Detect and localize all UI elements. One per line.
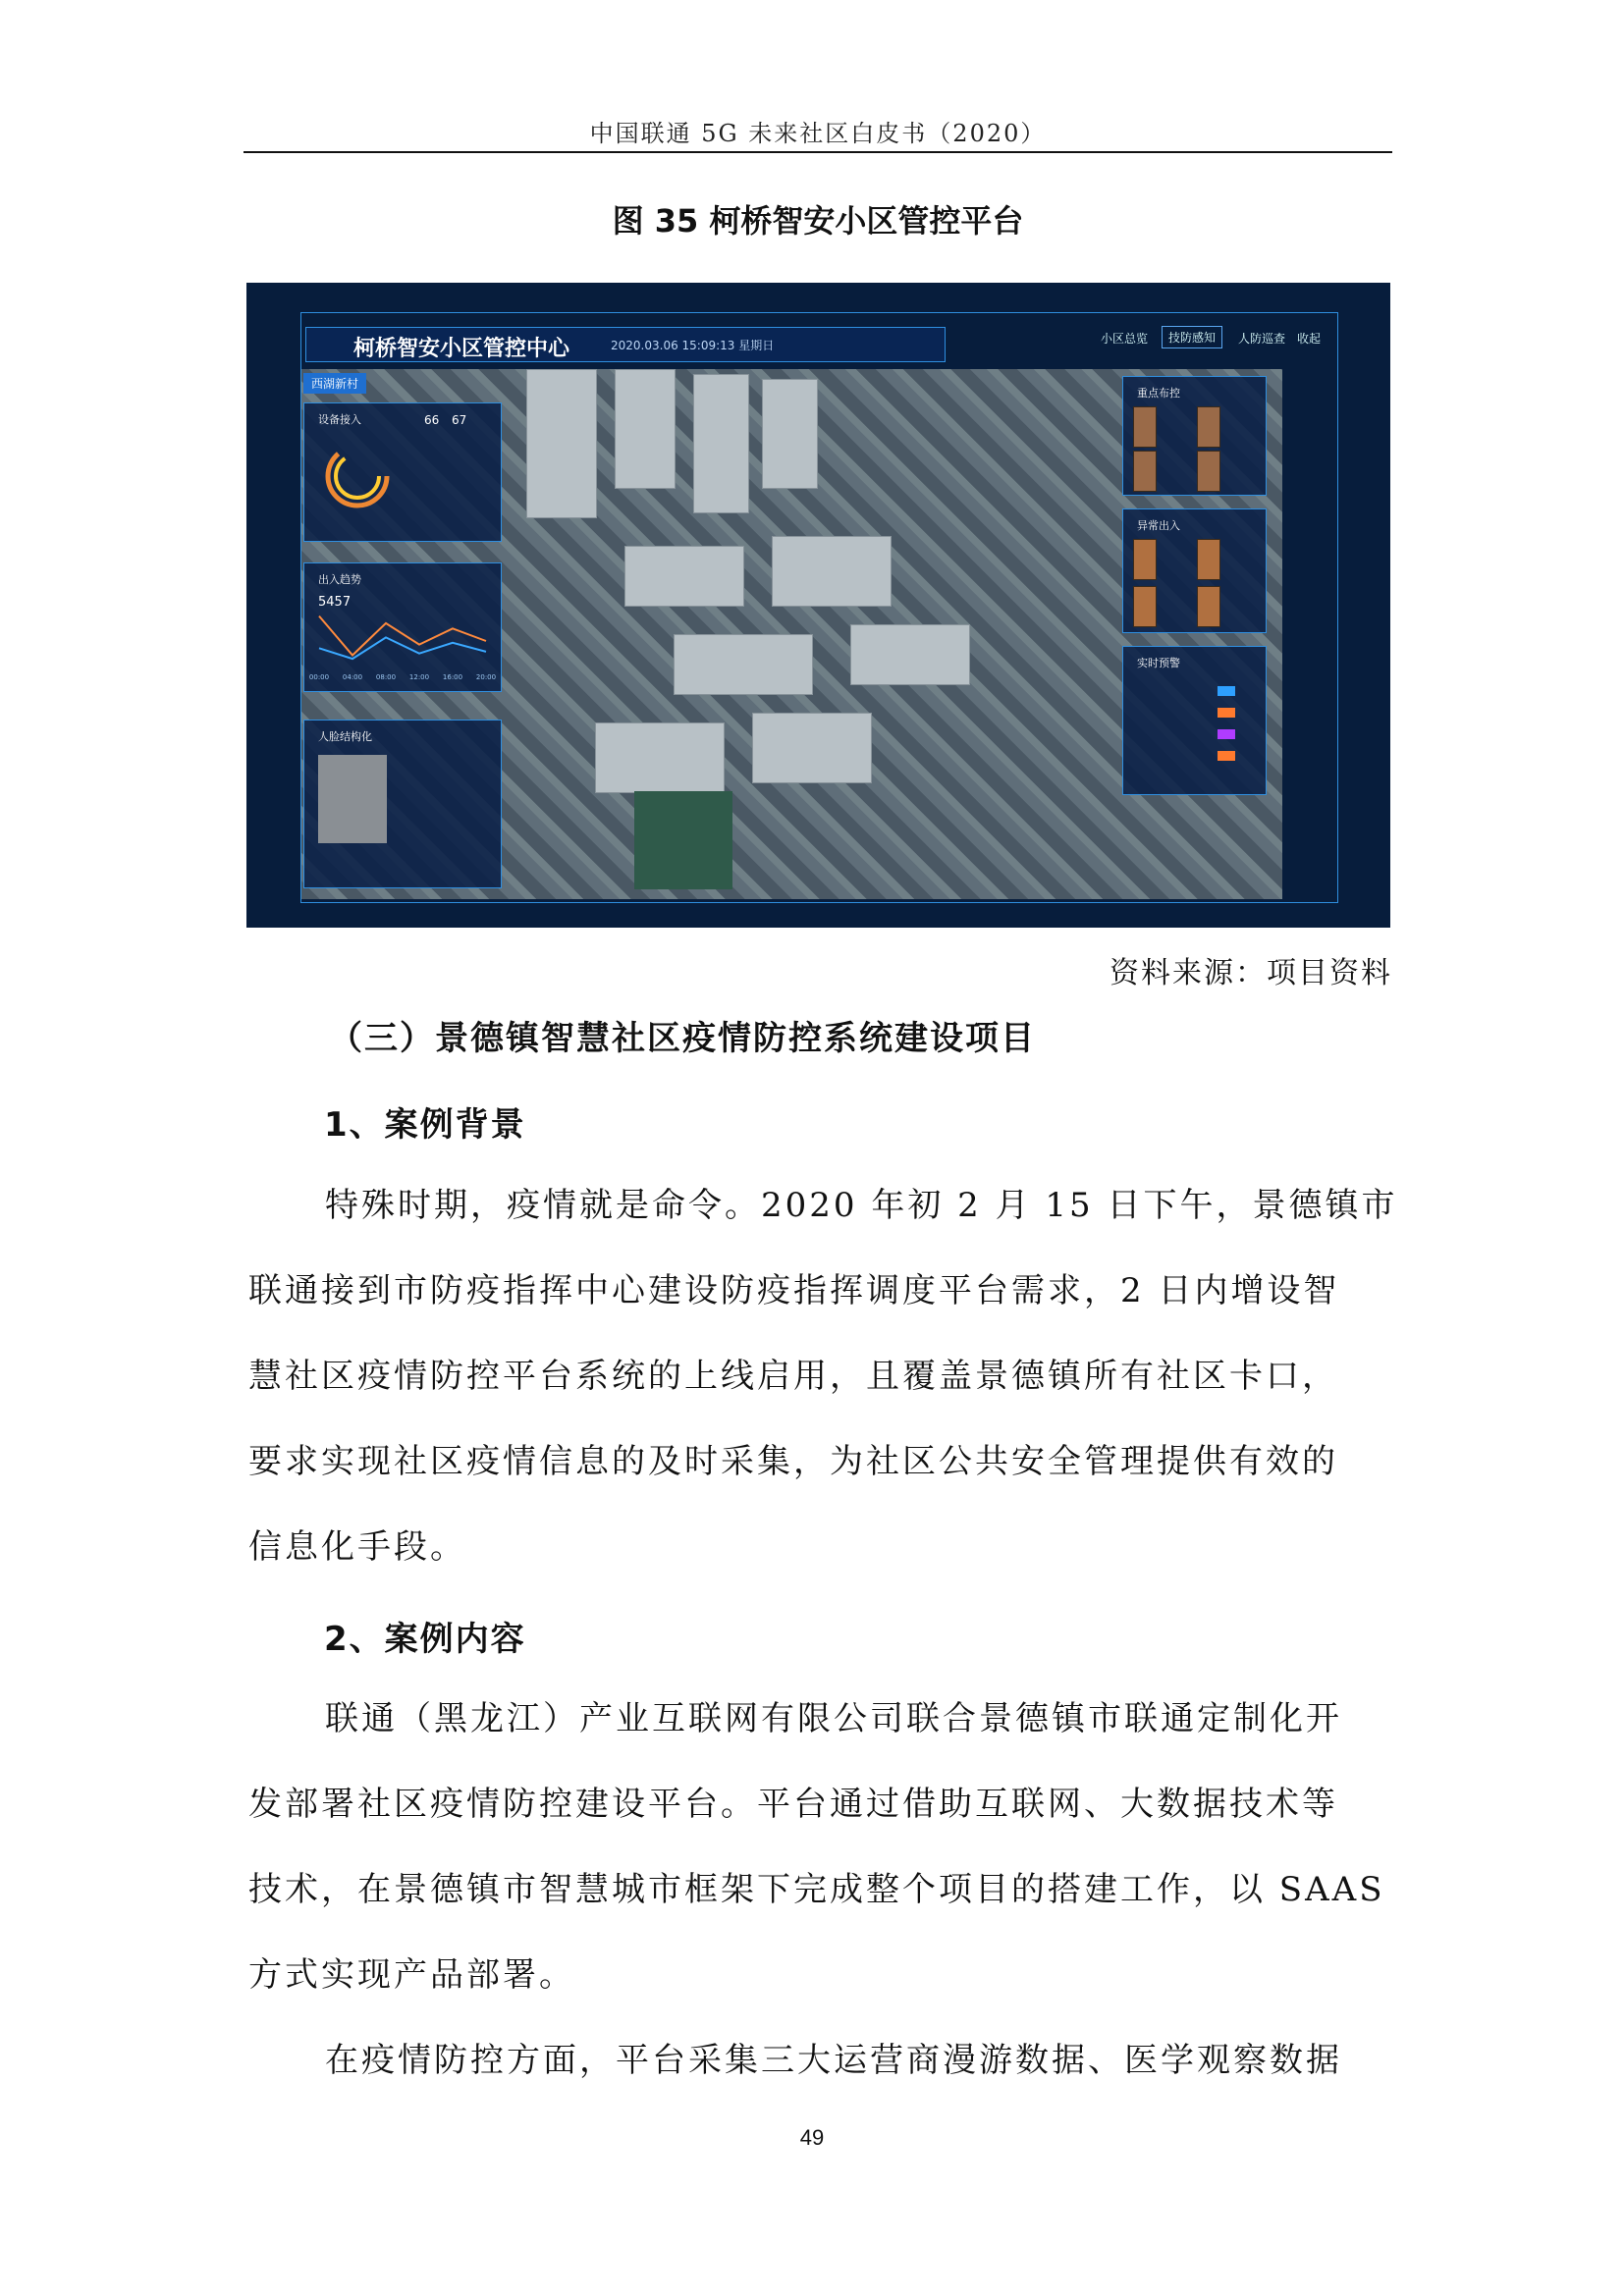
- alarm-tag: [1218, 686, 1235, 696]
- x-tick-label: 20:00: [475, 673, 497, 681]
- text-line: 特殊时期，疫情就是命令。2020 年初 2 月 15 日下午，景德镇市: [325, 1186, 1398, 1225]
- paragraph-content: [248, 1677, 1389, 2018]
- page-number: 49: [799, 2125, 825, 2150]
- alarm-panel: [1122, 646, 1267, 795]
- device-count-a: 66: [424, 413, 440, 427]
- person-thumb: [1133, 586, 1157, 627]
- trend-panel: [303, 562, 502, 692]
- text-line: 信息化手段。: [248, 1527, 466, 1567]
- nav-patrol[interactable]: 人防巡查: [1238, 332, 1286, 346]
- abnormal-panel: [1122, 508, 1267, 633]
- device-count-b: 67: [452, 413, 467, 427]
- paragraph-prevention: [248, 2018, 1389, 2104]
- figure-source: 资料来源：项目资料: [1110, 956, 1392, 990]
- panel-title: 异常出入: [1137, 519, 1180, 532]
- devices-panel: [303, 402, 502, 542]
- panel-title: 重点布控: [1137, 387, 1180, 400]
- section-heading: （三）景德镇智慧社区疫情防控系统建设项目: [329, 1019, 1036, 1058]
- series-line-0: [319, 616, 486, 656]
- trend-value: 5457: [318, 595, 352, 610]
- text-line: 在疫情防控方面，平台采集三大运营商漫游数据、医学观察数据: [325, 2041, 1342, 2080]
- figure-caption: 图 35 柯桥智安小区管控平台: [612, 202, 1024, 240]
- person-thumb: [1197, 451, 1220, 492]
- text-line: 联通（黑龙江）产业互联网有限公司联合景德镇市联通定制化开: [325, 1699, 1342, 1738]
- x-tick-label: 16:00: [442, 673, 463, 681]
- alarm-tag: [1218, 751, 1235, 761]
- header-rule: [244, 151, 1392, 153]
- person-thumb: [1133, 451, 1157, 492]
- trend-line-chart: [308, 613, 497, 681]
- paragraph-background: [248, 1163, 1398, 1590]
- dashboard-title: 柯桥智安小区管控中心: [353, 337, 570, 361]
- text-line: 要求实现社区疫情信息的及时采集，为社区公共安全管理提供有效的: [248, 1442, 1338, 1481]
- dashboard-figure: [246, 283, 1390, 928]
- x-tick-label: 00:00: [308, 673, 330, 681]
- subheading-content: 2、案例内容: [324, 1620, 526, 1659]
- text-line: 联通接到市防疫指挥中心建设防疫指挥调度平台需求，2 日内增设智: [248, 1271, 1340, 1310]
- alarm-tag: [1218, 708, 1235, 718]
- face-image: [318, 755, 387, 843]
- person-thumb: [1197, 539, 1220, 580]
- panel-title: 实时预警: [1137, 657, 1180, 669]
- series-line-1: [319, 637, 486, 659]
- person-thumb: [1197, 406, 1220, 448]
- panel-title: 设备接入: [318, 413, 361, 426]
- face-panel: [303, 720, 502, 888]
- text-line: 方式实现产品部署。: [248, 1955, 575, 1995]
- text-line: 慧社区疫情防控平台系统的上线启用，且覆盖景德镇所有社区卡口，: [248, 1357, 1338, 1396]
- key-people-panel: [1122, 376, 1267, 496]
- nav-overview[interactable]: 小区总览: [1101, 332, 1149, 346]
- dashboard-title-bar: [305, 327, 946, 362]
- person-thumb: [1197, 586, 1220, 627]
- subheading-background: 1、案例背景: [324, 1105, 526, 1145]
- alarm-tag: [1218, 729, 1235, 739]
- nav-collapse[interactable]: 收起: [1297, 332, 1322, 346]
- running-header: 中国联通 5G 未来社区白皮书（2020）: [589, 120, 1047, 147]
- panel-title: 出入趋势: [318, 573, 361, 586]
- person-thumb: [1133, 539, 1157, 580]
- panel-title: 人脸结构化: [318, 730, 372, 743]
- nav-tech-sensing[interactable]: 技防感知: [1162, 326, 1222, 348]
- devices-gauge: [318, 437, 397, 515]
- text-line: 技术，在景德镇市智慧城市框架下完成整个项目的搭建工作，以 SAAS: [248, 1870, 1385, 1909]
- x-tick-label: 08:00: [375, 673, 397, 681]
- person-thumb: [1133, 406, 1157, 448]
- text-line: 发部署社区疫情防控建设平台。平台通过借助互联网、大数据技术等: [248, 1785, 1338, 1824]
- community-badge[interactable]: 西湖新村: [303, 373, 366, 394]
- x-tick-label: 04:00: [342, 673, 363, 681]
- dashboard-datetime: 2020.03.06 15:09:13 星期日: [611, 339, 775, 352]
- x-tick-label: 12:00: [408, 673, 430, 681]
